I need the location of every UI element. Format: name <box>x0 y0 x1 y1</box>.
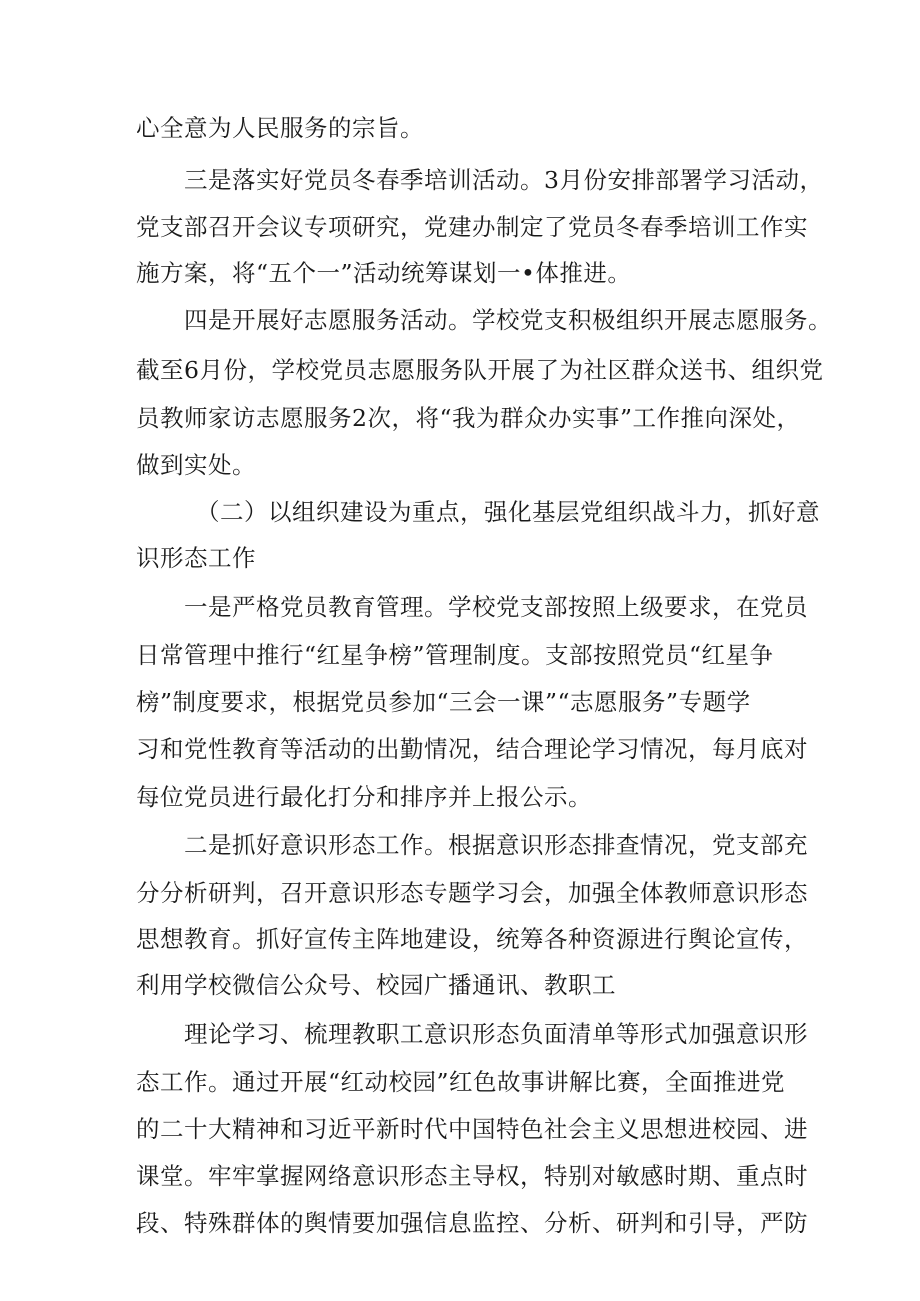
text-line: 党支部召开会议专项研究，党建办制定了党员冬春季培训工作实 <box>136 213 808 241</box>
text-line: 习和党性教育等活动的出勤情况，结合理论学习情况，每月底对 <box>136 735 808 763</box>
section-heading: （二）以组织建设为重点，强化基层党组织战斗力，抓好意 <box>196 498 820 526</box>
text-line: 利用学校微信公众号、校园广播通讯、教职工 <box>136 971 616 999</box>
text-line: 员教师家访志愿服务2次，将“我为群众办实事”工作推向深处， <box>136 404 801 432</box>
text-line: 三是落实好党员冬春季培训活动。3月份安排部署学习活动， <box>184 166 824 194</box>
text-line: 态工作。通过开展“红动校园”红色故事讲解比赛，全面推进党 <box>136 1068 786 1096</box>
text-line: 截至6月份，学校党员志愿服务队开展了为社区群众送书、组织党 <box>136 356 824 384</box>
text-line: 分分析研判，召开意识形态专题学习会，加强全体教师意识形态 <box>136 879 808 907</box>
text-line: 榜”制度要求，根据党员参加“三会一课”“志愿服务”专题学 <box>136 688 751 716</box>
text-line: 二是抓好意识形态工作。根据意识形态排查情况，党支部充 <box>184 831 808 859</box>
text-line: 日常管理中推行“红星争榜”管理制度。支部按照党员“红星争 <box>136 641 774 669</box>
text-line: 课堂。牢牢掌握网络意识形态主导权，特别对敏感时期、重点时 <box>136 1162 808 1190</box>
text-line: 做到实处。 <box>136 451 256 479</box>
text-line: 一是严格党员教育管理。学校党支部按照上级要求，在党员 <box>184 593 808 621</box>
text-line: 的二十大精神和习近平新时代中国特色社会主义思想进校园、进 <box>136 1115 808 1143</box>
text-line: 四是开展好志愿服务活动。学校党支积极组织开展志愿服务。 <box>184 306 832 334</box>
text-line: 段、特殊群体的舆情要加强信息监控、分析、研判和引导，严防 <box>136 1209 808 1237</box>
text-line: 心全意为人民服务的宗旨。 <box>136 114 424 142</box>
section-heading: 识形态工作 <box>136 544 256 572</box>
text-line: 思想教育。抓好宣传主阵地建设，统筹各种资源进行舆论宣传， <box>136 925 808 953</box>
text-line: 每位党员进行最化打分和排序并上报公示。 <box>136 783 592 811</box>
text-line: 理论学习、梳理教职工意识形态负面清单等形式加强意识形 <box>184 1020 808 1048</box>
text-line: 施方案，将“五个一”活动统筹谋划一•体推进。 <box>136 259 632 287</box>
